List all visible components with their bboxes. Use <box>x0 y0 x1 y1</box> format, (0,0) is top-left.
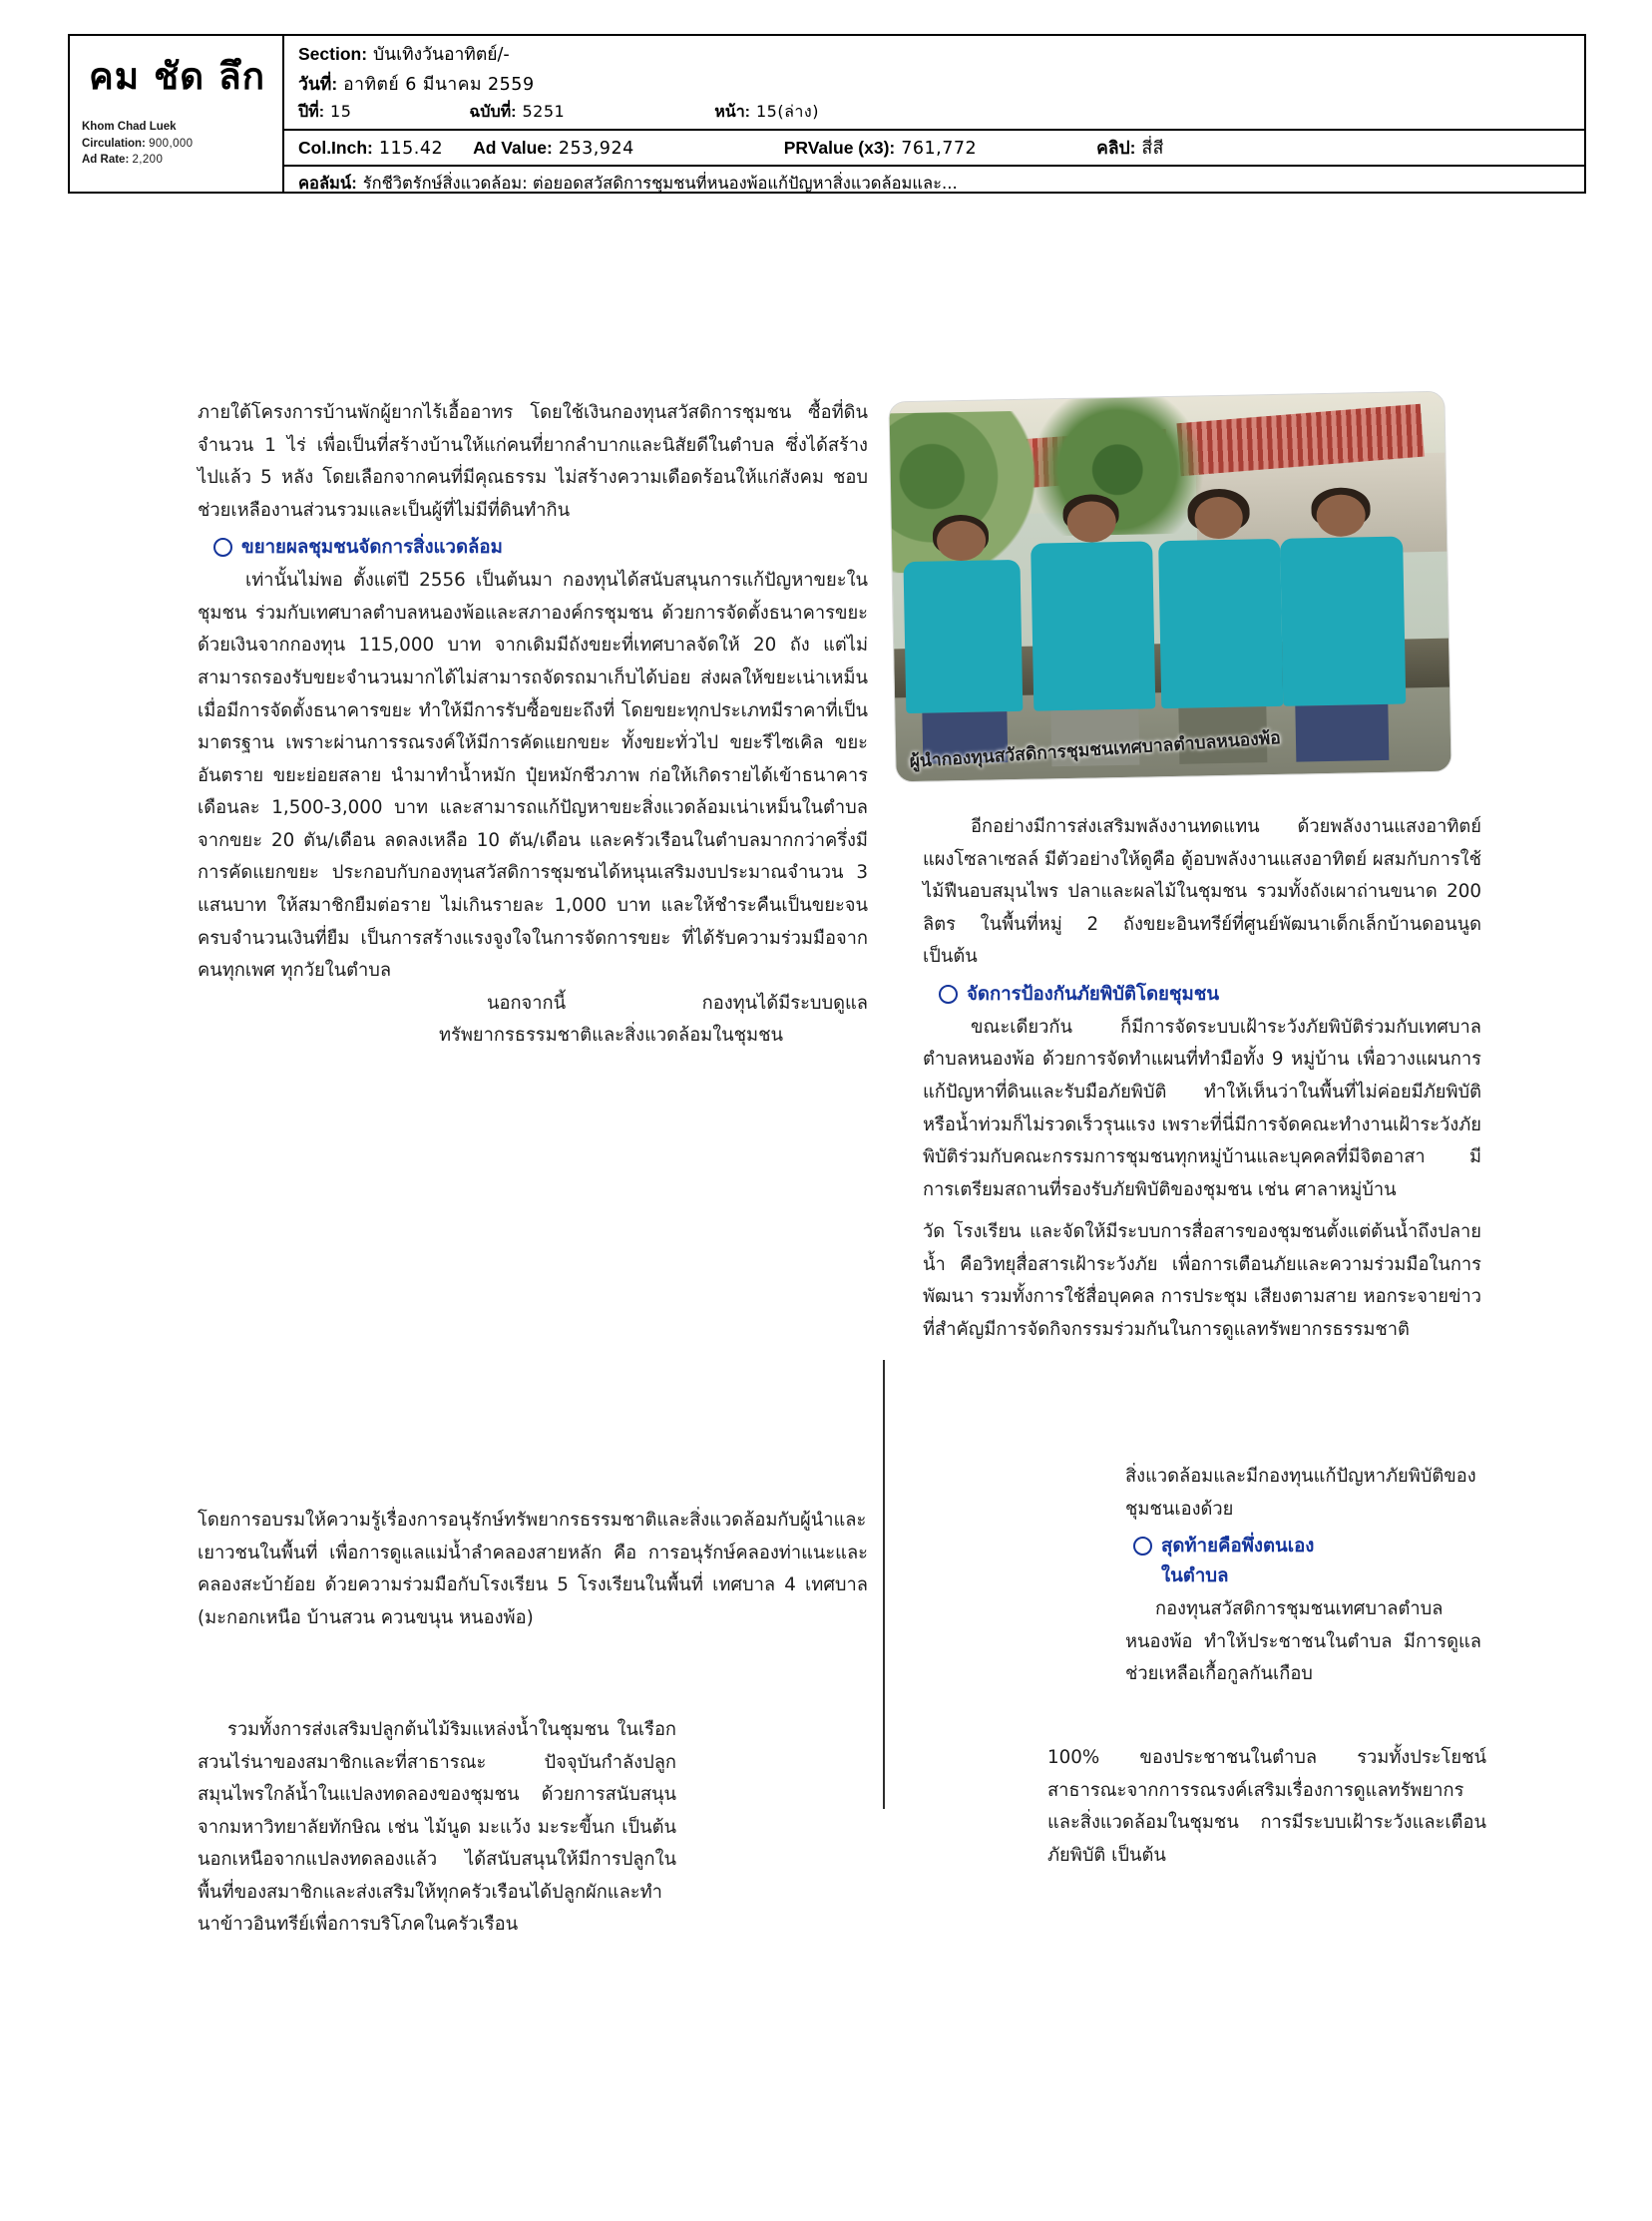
page-value: 15(ล่าง) <box>756 102 819 122</box>
paragraph-tree-planting: รวมทั้งการส่งเสริมปลูกต้นไม้ริมแหล่งน้ำในชุมชน ในเรือกสวนไร่นาของสมาชิกและที่สาธารณะ ปัจจุบันกำลังปลูกสมุนไพรใกล้น้ำในแปลงทดลองของชุมชน ด้วยการสนับสนุนจากมหาวิทยาลัยทักษิณ เช่น ไม้นูด มะแว้ง มะระขี้นก เป็นต้น นอกเหนือจากแปลงทดลองแล้ว ได้สนับสนุนให้มีการปลูกในพื้นที่ของสมาชิกและส่งเสริมให้ทุกครัวเรือนได้ปลูกผักและทำนาข้าวอินทรีย์เพื่อการบริโภคในครัวเรือน <box>198 1719 676 1936</box>
publication-roman-name: Khom Chad Luek <box>82 121 177 133</box>
ad-value-label: Ad Value: <box>473 137 553 158</box>
photo-person-head <box>937 521 987 561</box>
subhead-disaster-prevention <box>939 980 1481 1010</box>
column-bottom-right-narrow <box>1125 1461 1481 1691</box>
col-inch-label: Col.Inch: <box>298 137 373 158</box>
date-value: อาทิตย์ 6 มีนาคม 2559 <box>343 74 535 95</box>
page-label: หน้า: <box>714 104 750 122</box>
circulation-line <box>82 136 272 153</box>
photo-caption: ผู้นำกองทุนสวัสดิการชุมชนเทศบาลตำบลหนองพ้อ <box>909 728 1282 773</box>
clipping-metadata-cell <box>284 36 1584 192</box>
paragraph-disaster-watch: ขณะเดียวกัน ก็มีการจัดระบบเฝ้าระวังภัยพิบัติร่วมกับเทศบาลตำบลหนองพ้อ ด้วยการจัดทำแผนที่ทำมือทั้ง 9 หมู่บ้าน เพื่อวางแผนการแก้ปัญหาที่ดินและรับมือภัยพิบัติ ทำให้เห็นว่าในพื้นที่ไม่ค่อยมีภัยพิบัติ หรือน้ำท่วมก็ไม่รวดเร็วรุนแรง เพราะที่นี่มีการจัดคณะทำงานเฝ้าระวังภัยพิบัติร่วมกับคณะกรรมการชุมชนทุกหมู่บ้านและบุคคลที่มีจิตอาสา มีการเตรียมสถานที่รองรับภัยพิบัติของชุมชน เช่น ศาลาหมู่บ้าน <box>923 1016 1481 1200</box>
bullet-circle-icon <box>1133 1537 1152 1555</box>
masthead-cell <box>70 36 284 192</box>
pr-value-value: 761,772 <box>901 138 978 159</box>
clip-type-label: คลิป: <box>1096 137 1136 158</box>
paragraph-waste-bank: เท่านั้นไม่พอ ตั้งแต่ปี 2556 เป็นต้นมา กองทุนได้สนับสนุนการแก้ปัญหาขยะในชุมชน ร่วมกับเทศบาลตำบลหนองพ้อและสภาองค์กรชุมชน ด้วยการจัดตั้งธนาคารขยะด้วยเงินจากกองทุน 115,000 บาท จากเดิมมีถังขยะที่เทศบาลจัดให้ 20 ถัง แต่ไม่สามารถรองรับขยะจำนวนมากได้ไม่สามารถจัดรถมาเก็บได้บ่อย ส่งผลให้ขยะเน่าเหม็น เมื่อมีการจัดตั้งธนาคารขยะ ทำให้มีการรับซื้อขยะถึงที่ โดยขยะทุกประเภทมีราคาที่เป็นมาตรฐาน เพราะผ่านการรณรงค์ให้มีการคัดแยกขยะ ทั้งขยะทั่วไป ขยะรีไซเคิล ขยะอันตราย ขยะย่อยสลาย นำมาทำน้ำหมัก ปุ๋ยหมักชีวภาพ ก่อให้เกิดรายได้เข้าธนาคารเดือนละ 1,500-3,000 บาท และสามารถแก้ปัญหาขยะสิ่งแวดล้อมเน่าเหม็นในตำบลจากขยะ 20 ตัน/เดือน ลดลงเหลือ 10 ตัน/เดือน และครัวเรือนในตำบลมากกว่าครึ่งมีการคัดแยกขยะ ประกอบกับกองทุนสวัสดิการชุมชนได้หนุนเสริมงบประมาณจำนวน 3 แสนบาท ให้สมาชิกยืมต่อราย ไม่เกินรายละ 1,000 บาท และให้ชำระคืนเป็นขยะจนครบจำนวนเงินที่ยืม เป็นการสร้างแรงจูงใจในการจัดการขยะ ที่ได้รับความร่วมมือจากคนทุกเพศ ทุกวัยในตำบล <box>198 570 868 982</box>
photo-person-head <box>1066 501 1116 544</box>
article-body <box>0 397 1652 2183</box>
photo-person-4 <box>1280 537 1405 706</box>
clipping-header-table <box>68 34 1586 194</box>
bullet-circle-icon <box>939 985 958 1004</box>
bullet-circle-icon <box>213 538 232 557</box>
paragraph-solar-energy: อีกอย่างมีการส่งเสริมพลังงานทดแทน ด้วยพลังงานแสงอาทิตย์ แผงโซลาเซลล์ มีตัวอย่างให้ดูคือ ตู้อบพลังงานแสงอาทิตย์ ผสมกับการใช้ไม้ฟืนอบสมุนไพร ปลาและผลไม้ในชุมชน รวมทั้งถังเผาถ่านขนาด 200 ลิตร ในพื้นที่หมู่ 2 ถังขยะอินทรีย์ที่ศูนย์พัฒนาเด็กเล็กบ้านดอนนูด เป็นต้น <box>923 816 1481 968</box>
photo-person-shirt <box>1031 542 1155 711</box>
photo-person-shirt <box>904 559 1024 712</box>
meta-row-values <box>284 129 1584 164</box>
subhead-label: ขยายผลชุมชนจัดการสิ่งแวดล้อม <box>241 537 503 559</box>
column-value: รักชีวิตรักษ์สิ่งแวดล้อม: ต่อยอดสวัสดิการชุมชนที่หนองพ้อแก้ปัญหาสิ่งแวดล้อมและ... <box>362 174 958 194</box>
paragraph-training: โดยการอบรมให้ความรู้เรื่องการอนุรักษ์ทรัพยากรธรรมชาติและสิ่งแวดล้อมกับผู้นำและเยาวชนในพื้นที่ เพื่อการดูแลแม่น้ำลำคลองสายหลัก คือ การอนุรักษ์คลองท่าแนะและคลองสะบ้าย้อย ด้วยความร่วมมือกับโรงเรียน 5 โรงเรียนในพื้นที่ เทศบาล 4 เทศบาล (มะกอกเหนือ บ้านสวน ควนขนุน หนองพ้อ) <box>198 1510 868 1628</box>
column-left-upper <box>198 397 868 1053</box>
ad-rate-value: 2,200 <box>132 154 164 167</box>
article-photo <box>889 392 1450 782</box>
subhead-environment <box>213 533 868 563</box>
column-bottom-right-wide <box>1047 1742 1486 1872</box>
subhead-label-line1: สุดท้ายคือพึ่งตนเอง <box>1161 1536 1315 1557</box>
subhead-self-reliance <box>1133 1532 1481 1591</box>
col-inch-value: 115.42 <box>378 138 444 159</box>
ad-rate-line <box>82 152 272 169</box>
publication-logo: คม ชัด ลึก <box>88 55 266 98</box>
meta-row-issue <box>284 99 1584 126</box>
masthead-details <box>82 119 272 169</box>
circulation-label: Circulation: <box>82 137 146 150</box>
paragraph-tail-environment: สิ่งแวดล้อมและมีกองทุนแก้ปัญหาภัยพิบัติของชุมชนเองด้วย <box>1125 1466 1476 1520</box>
subhead-label-line2: ในตำบล <box>1161 1565 1229 1587</box>
year-value: 15 <box>330 102 352 122</box>
meta-row-section <box>284 40 1584 70</box>
paragraph-natural-resources: นอกจากนี้ กองทุนได้มีระบบดูแลทรัพยากรธรรมชาติและสิ่งแวดล้อมในชุมชน <box>439 992 868 1047</box>
date-label: วันที่: <box>298 73 338 94</box>
photo-person-head <box>1316 494 1366 537</box>
year-label: ปีที่: <box>298 104 325 122</box>
paragraph-communication: วัด โรงเรียน และจัดให้มีระบบการสื่อสารของชุมชนตั้งแต่ต้นน้ำถึงปลายน้ำ คือวิทยุสื่อสารเฝ้าระวังภัย เพื่อการเตือนภัยและความร่วมมือในการพัฒนา รวมทั้งการใช้สื่อบุคคล การประชุม เสียงตามสาย หอกระจายข่าว ที่สำคัญมีการจัดกิจกรรมร่วมกันในการดูแลทรัพยากรธรรมชาติ <box>923 1221 1481 1340</box>
section-value: บันเทิงวันอาทิตย์/- <box>373 45 510 65</box>
meta-row-date <box>284 70 1584 100</box>
photo-person-shirt <box>1158 539 1283 708</box>
paragraph-conclusion: 100% ของประชาชนในตำบล รวมทั้งประโยชน์สาธารณะจากการรณรงค์เสริมเรื่องการดูแลทรัพยากรและสิ่งแวดล้อมในชุมชน การมีระบบเฝ้าระวังและเตือนภัยพิบัติ เป็นต้น <box>1047 1747 1486 1866</box>
pr-value-label: PRValue (x3): <box>783 137 896 158</box>
photo-person-1 <box>904 559 1024 712</box>
ad-rate-label: Ad Rate: <box>82 154 130 167</box>
column-label: คอลัมน์: <box>298 175 357 194</box>
section-label: Section: <box>298 44 368 64</box>
photo-image <box>889 392 1450 782</box>
meta-row-column <box>284 165 1584 198</box>
column-divider-rule <box>883 1360 885 1809</box>
issue-label: ฉบับที่: <box>469 104 517 122</box>
column-bottom-left <box>198 1714 676 1942</box>
paragraph-intro: ภายใต้โครงการบ้านพักผู้ยากไร้เอื้ออาทร โดยใช้เงินกองทุนสวัสดิการชุมชน ซื้อที่ดินจำนวน 1 ไร่ เพื่อเป็นที่สร้างบ้านให้แก่คนที่ยากลำบากและนิสัยดีในตำบล ซึ่งได้สร้างไปแล้ว 5 หลัง โดยเลือกจากคนที่มีคุณธรรม ไม่สร้างความเดือดร้อนให้แก่สังคม ชอบช่วยเหลืองานส่วนรวมและเป็นผู้ที่ไม่มีที่ดินทำกิน <box>198 402 868 521</box>
column-left-wide <box>198 1505 868 1634</box>
column-right-upper <box>923 811 1481 1347</box>
photo-person-shirt <box>1280 537 1405 706</box>
clip-type-value: สี่สี <box>1141 138 1164 159</box>
issue-value: 5251 <box>522 102 566 122</box>
ad-value-value: 253,924 <box>558 138 634 159</box>
circulation-value: 900,000 <box>149 137 194 150</box>
photo-person-2 <box>1031 542 1155 711</box>
paragraph-self-reliance: กองทุนสวัสดิการชุมชนเทศบาลตำบลหนองพ้อ ทำให้ประชาชนในตำบล มีการดูแลช่วยเหลือเกื้อกูลกันเกือบ <box>1125 1598 1481 1685</box>
subhead-label: จัดการป้องกันภัยพิบัติโดยชุมชน <box>967 983 1220 1005</box>
photo-person-3 <box>1158 539 1283 708</box>
